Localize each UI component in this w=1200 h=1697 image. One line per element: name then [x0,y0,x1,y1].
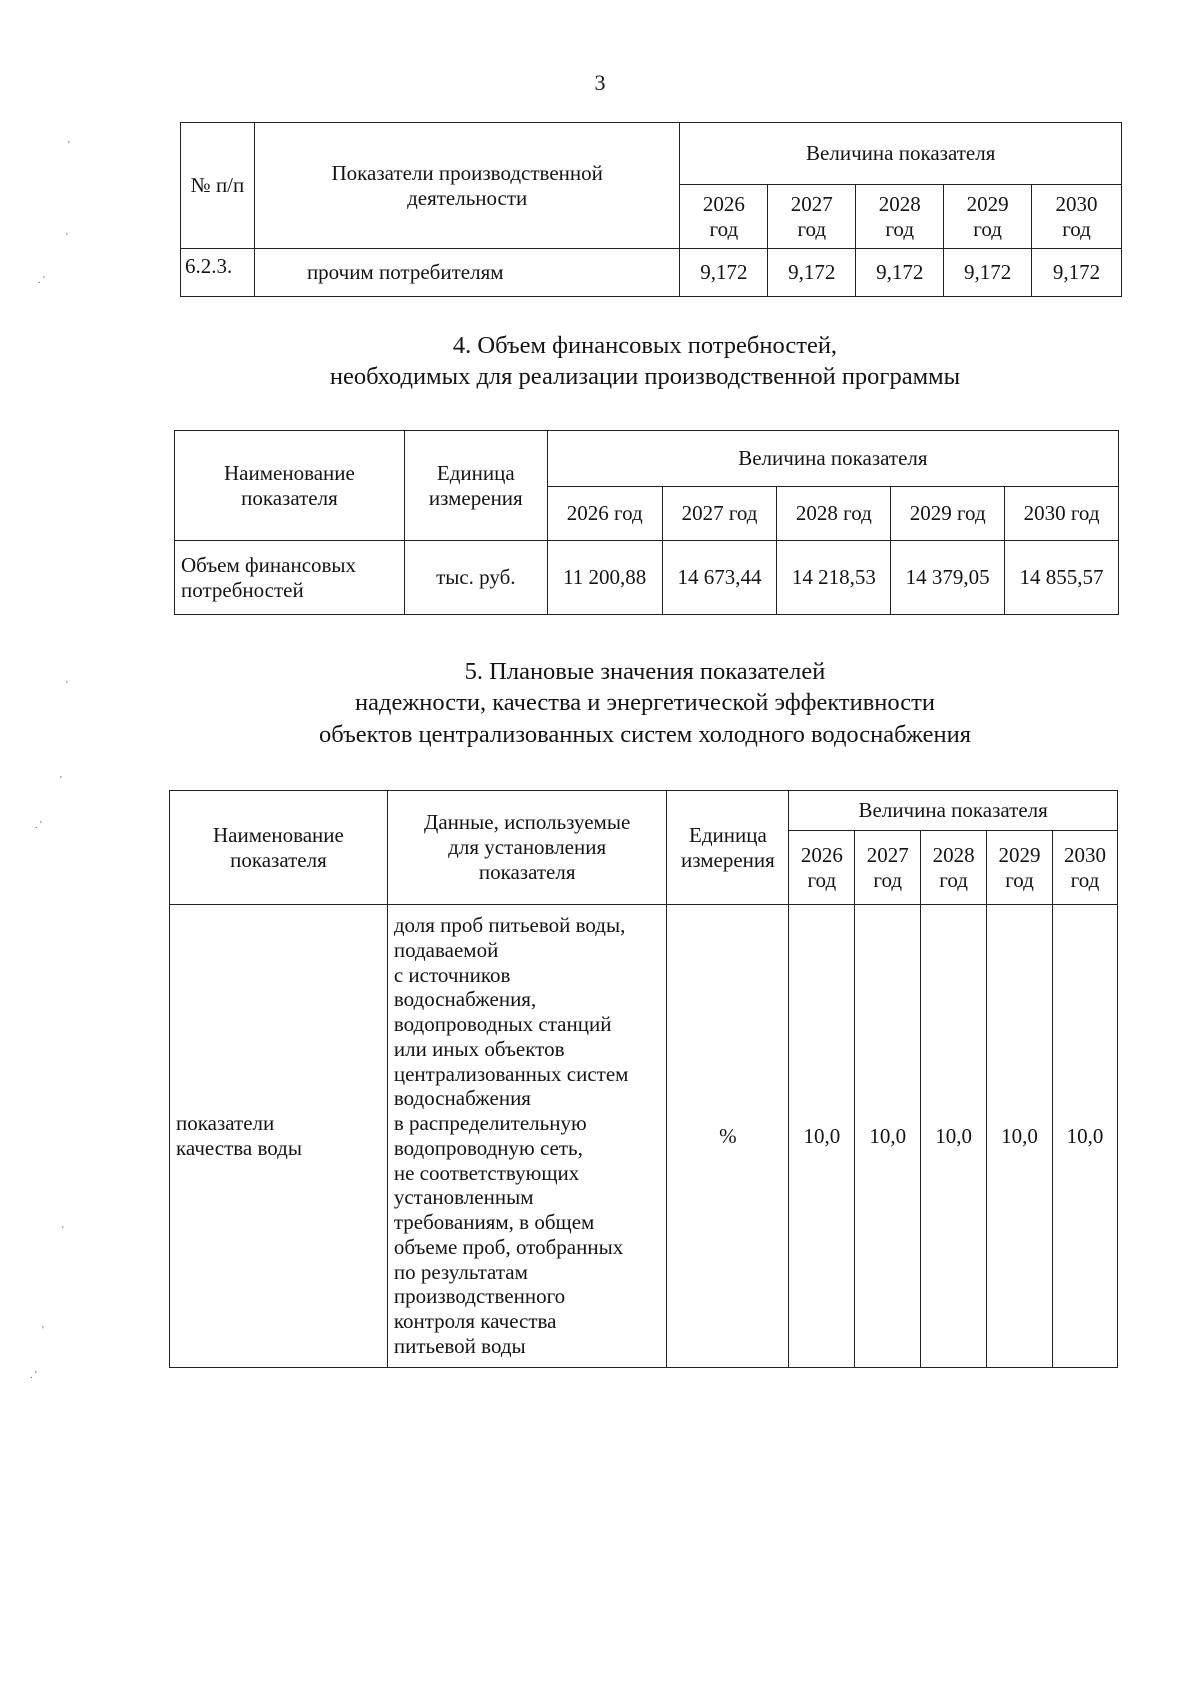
row-data-line: доля проб питьевой воды, [393,913,626,937]
table-row [175,541,1119,615]
row-name: показатели качества воды [170,905,388,1368]
header-year: 2027 год [855,831,921,905]
header-value: Величина показателя [547,431,1118,487]
row-data-line: водопроводную сеть, [393,1135,583,1160]
row-data-line: централизованных систем [393,1061,629,1086]
page-number: 3 [594,70,606,95]
header-year: 2030 год [1032,185,1122,249]
row-data-line: объеме проб, отобранных [393,1234,624,1259]
row-data-line: по результатам [393,1259,528,1284]
header-year: 2029 год [944,185,1032,249]
scan-speck: . ' [38,275,45,286]
water-quality-table [169,790,1118,1368]
row-value: 14 218,53 [777,541,891,615]
row-value: 10,0 [921,905,987,1368]
table-row [181,249,1122,297]
header-year: 2027 год [768,185,856,249]
row-value: 10,0 [855,905,921,1368]
row-unit: % [667,905,789,1368]
scan-speck: ' [60,775,62,786]
header-year: 2028 год [777,487,891,541]
row-data [387,905,667,1368]
header-year: 2030 год [1005,487,1119,541]
row-value: 11 200,88 [547,541,662,615]
scan-speck: ' [66,680,68,691]
header-year: 2026 год [789,831,855,905]
header-year: 2026 год [680,185,768,249]
scan-speck: . ' [35,820,42,831]
header-year: 2028 год [921,831,987,905]
row-data-line: питьевой воды [393,1334,526,1359]
header-unit: Единица измерения [404,431,547,541]
header-value: Величина показателя [789,791,1118,831]
row-data-line: в распределительную [393,1111,587,1136]
scan-speck: ' [42,1325,44,1336]
header-year: 2027 год [662,487,777,541]
row-data-line: не соответствующих [393,1160,580,1185]
header-unit: Единица измерения [667,791,789,905]
header-name: Наименование показателя [170,791,388,905]
row-value: 10,0 [789,905,855,1368]
table-row [170,905,1118,1368]
row-data-line: требованиям, в общем [393,1210,595,1235]
row-data-line: водопроводных станций [393,1012,612,1037]
row-value: 9,172 [768,249,856,297]
section-4-heading: 4. Объем финансовых потребностей, необходимых для реализации производственной программы [329,332,961,391]
row-name: Объем финансовых потребностей [175,541,405,615]
row-data-line: или иных объектов [393,1036,565,1061]
scan-speck: ' [68,140,70,151]
row-data-line: водоснабжения, [393,987,537,1012]
row-value: 9,172 [680,249,768,297]
header-number: № п/п [181,123,255,249]
row-value: 9,172 [944,249,1032,297]
financial-needs-table [174,430,1119,615]
row-value: 10,0 [987,905,1053,1368]
header-year: 2029 год [987,831,1053,905]
row-data-line: с источников [393,962,511,987]
row-name: прочим потребителям [254,249,679,297]
row-value: 14 855,57 [1005,541,1119,615]
row-value: 14 379,05 [891,541,1005,615]
header-year: 2030 год [1052,831,1117,905]
row-value: 9,172 [1032,249,1122,297]
row-value: 14 673,44 [662,541,777,615]
header-year: 2029 год [891,487,1005,541]
row-value: 9,172 [856,249,944,297]
row-data-line: производственного [393,1284,566,1309]
row-unit: тыс. руб. [404,541,547,615]
row-code: 6.2.3. [181,249,255,297]
row-data-line: установленным [393,1185,534,1210]
header-indicator: Показатели производственной деятельности [254,123,679,249]
scan-speck: . ' [30,1370,37,1381]
scan-speck: ' [66,232,68,243]
row-data-line: подаваемой [393,937,499,962]
header-year: 2028 год [856,185,944,249]
header-data: Данные, используемые для установления показателя [387,791,667,905]
row-data-line: водоснабжения [393,1086,531,1111]
row-value: 10,0 [1052,905,1117,1368]
production-indicators-table [180,122,1122,297]
section-5-heading: 5. Плановые значения показателей надежности, качества и энергетической эффективности объектов централизованных систем холодного водоснабжения [319,658,971,748]
row-data-line: контроля качества [393,1309,557,1334]
header-year: 2026 год [547,487,662,541]
scan-speck: ' [62,1225,64,1236]
header-value: Величина показателя [680,123,1122,185]
header-name: Наименование показателя [175,431,405,541]
